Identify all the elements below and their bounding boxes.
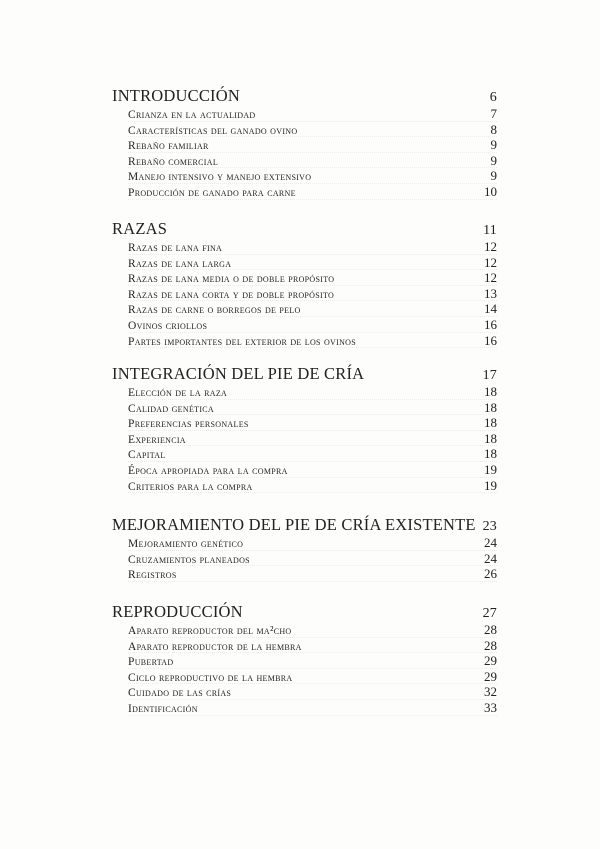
section-page-number: 6 — [489, 90, 497, 105]
entry-title: Identificación — [128, 702, 198, 715]
entry-title: Crianza en la actualidad — [128, 109, 256, 121]
toc-entry — [128, 431, 497, 447]
toc-entry — [128, 106, 497, 122]
section-page-number: 17 — [482, 368, 497, 383]
toc-entry — [128, 669, 497, 685]
entry-title: Razas de lana media o de doble propósito — [128, 273, 335, 286]
toc-entry — [128, 255, 497, 271]
entry-page-number: 9 — [490, 168, 497, 184]
entry-page-number: 18 — [484, 415, 497, 431]
toc-entry — [128, 270, 497, 286]
toc-entry — [128, 684, 497, 700]
entry-title: Características del ganado ovino — [128, 124, 298, 137]
entry-page-number: 12 — [484, 270, 497, 286]
entry-page-number: 18 — [484, 446, 497, 462]
toc-entry — [128, 333, 497, 349]
entry-title: Cruzamientos planeados — [128, 553, 250, 566]
toc-entry — [128, 551, 497, 567]
entry-title: Preferencias personales — [128, 418, 249, 431]
entry-title: Registros — [128, 569, 177, 582]
toc-entry — [128, 566, 497, 582]
entry-title: Producción de ganado para carne — [128, 186, 296, 199]
entry-title: Aparato reproductor del ma²cho — [128, 625, 292, 637]
entry-title: Mejoramiento genético — [128, 538, 244, 550]
entry-page-number: 9 — [490, 137, 497, 153]
toc-entry — [128, 301, 497, 317]
entry-title: Partes importantes del exterior de los ovinos — [128, 335, 356, 348]
entry-page-number: 12 — [484, 239, 497, 254]
entry-title: Rebaño comercial — [128, 155, 219, 168]
toc-entry — [128, 317, 497, 333]
entry-title: Cuidado de las crías — [128, 687, 232, 700]
entry-page-number: 10 — [484, 183, 497, 199]
entry-page-number: 33 — [484, 699, 497, 715]
entry-title: Criterios para la compra — [128, 480, 253, 493]
section-title: MEJORAMIENTO DEL PIE DE CRÍA EXISTENTE — [112, 515, 476, 534]
section-title: INTEGRACIÓN DEL PIE DE CRÍA — [112, 364, 365, 383]
entry-page-number: 12 — [484, 254, 497, 270]
section-heading — [112, 602, 497, 622]
entry-title: Razas de lana larga — [128, 257, 232, 270]
entry-title: Época apropiada para la compra — [128, 464, 288, 477]
toc-section — [112, 86, 497, 200]
entry-page-number: 14 — [484, 301, 497, 317]
toc-entry — [128, 638, 497, 654]
entry-page-number: 13 — [484, 285, 497, 301]
entry-page-number: 19 — [484, 461, 497, 477]
section-title: INTRODUCCIÓN — [112, 86, 240, 105]
entry-title: Razas de lana corta y de doble propósito — [128, 288, 335, 301]
entry-title: Ciclo reproductivo de la hembra — [128, 671, 293, 684]
toc-entry — [128, 122, 497, 138]
entry-page-number: 18 — [484, 399, 497, 415]
entry-title: Razas de lana fina — [128, 242, 223, 254]
toc-entry — [128, 384, 497, 400]
section-title: REPRODUCCIÓN — [112, 602, 243, 621]
section-page-number: 27 — [482, 606, 497, 621]
toc-entry — [128, 535, 497, 551]
entry-title: Razas de carne o borregos de pelo — [128, 304, 301, 317]
entry-page-number: 16 — [484, 332, 497, 348]
toc-entry — [128, 137, 497, 153]
toc-section — [112, 602, 497, 716]
toc-entry — [128, 653, 497, 669]
entry-title: Calidad genética — [128, 402, 214, 415]
entry-page-number: 24 — [484, 550, 497, 566]
entry-page-number: 9 — [490, 152, 497, 168]
section-title: RAZAS — [112, 219, 168, 238]
entry-title: Aparato reproductor de la hembra — [128, 640, 302, 653]
section-page-number: 23 — [482, 519, 497, 534]
toc-section — [112, 219, 497, 348]
entry-title: Manejo intensivo y manejo extensivo — [128, 171, 312, 184]
toc-section — [112, 364, 497, 493]
entry-title: Experiencia — [128, 433, 186, 446]
entry-page-number: 24 — [484, 535, 497, 550]
entry-page-number: 19 — [484, 477, 497, 493]
section-heading — [112, 219, 497, 239]
toc-entry — [128, 462, 497, 478]
section-page-number: 11 — [483, 223, 497, 238]
entry-page-number: 26 — [484, 566, 497, 582]
entry-page-number: 18 — [484, 430, 497, 446]
toc-entry — [128, 153, 497, 169]
entry-page-number: 32 — [484, 684, 497, 700]
entry-title: Pubertad — [128, 656, 174, 669]
entry-page-number: 29 — [484, 653, 497, 669]
entry-title: Rebaño familiar — [128, 140, 209, 153]
entry-page-number: 28 — [484, 622, 497, 637]
toc-entry — [128, 478, 497, 494]
section-heading — [112, 515, 497, 535]
toc-entry — [128, 286, 497, 302]
toc-entry — [128, 239, 497, 255]
entry-page-number: 16 — [484, 316, 497, 332]
toc-entry — [128, 400, 497, 416]
entry-page-number: 18 — [484, 384, 497, 399]
entry-page-number: 7 — [490, 106, 497, 121]
toc-entry — [128, 446, 497, 462]
toc-entry — [128, 168, 497, 184]
toc-entry — [128, 415, 497, 431]
entry-title: Capital — [128, 449, 166, 462]
entry-page-number: 8 — [490, 121, 497, 137]
entry-title: Ovinos criollos — [128, 319, 208, 332]
section-heading — [112, 364, 497, 384]
toc-entry — [128, 700, 497, 716]
entry-title: Elección de la raza — [128, 387, 228, 399]
toc-entry — [128, 622, 497, 638]
entry-page-number: 29 — [484, 668, 497, 684]
toc-section — [112, 515, 497, 582]
section-heading — [112, 86, 497, 106]
toc-entry — [128, 184, 497, 200]
entry-page-number: 28 — [484, 637, 497, 653]
